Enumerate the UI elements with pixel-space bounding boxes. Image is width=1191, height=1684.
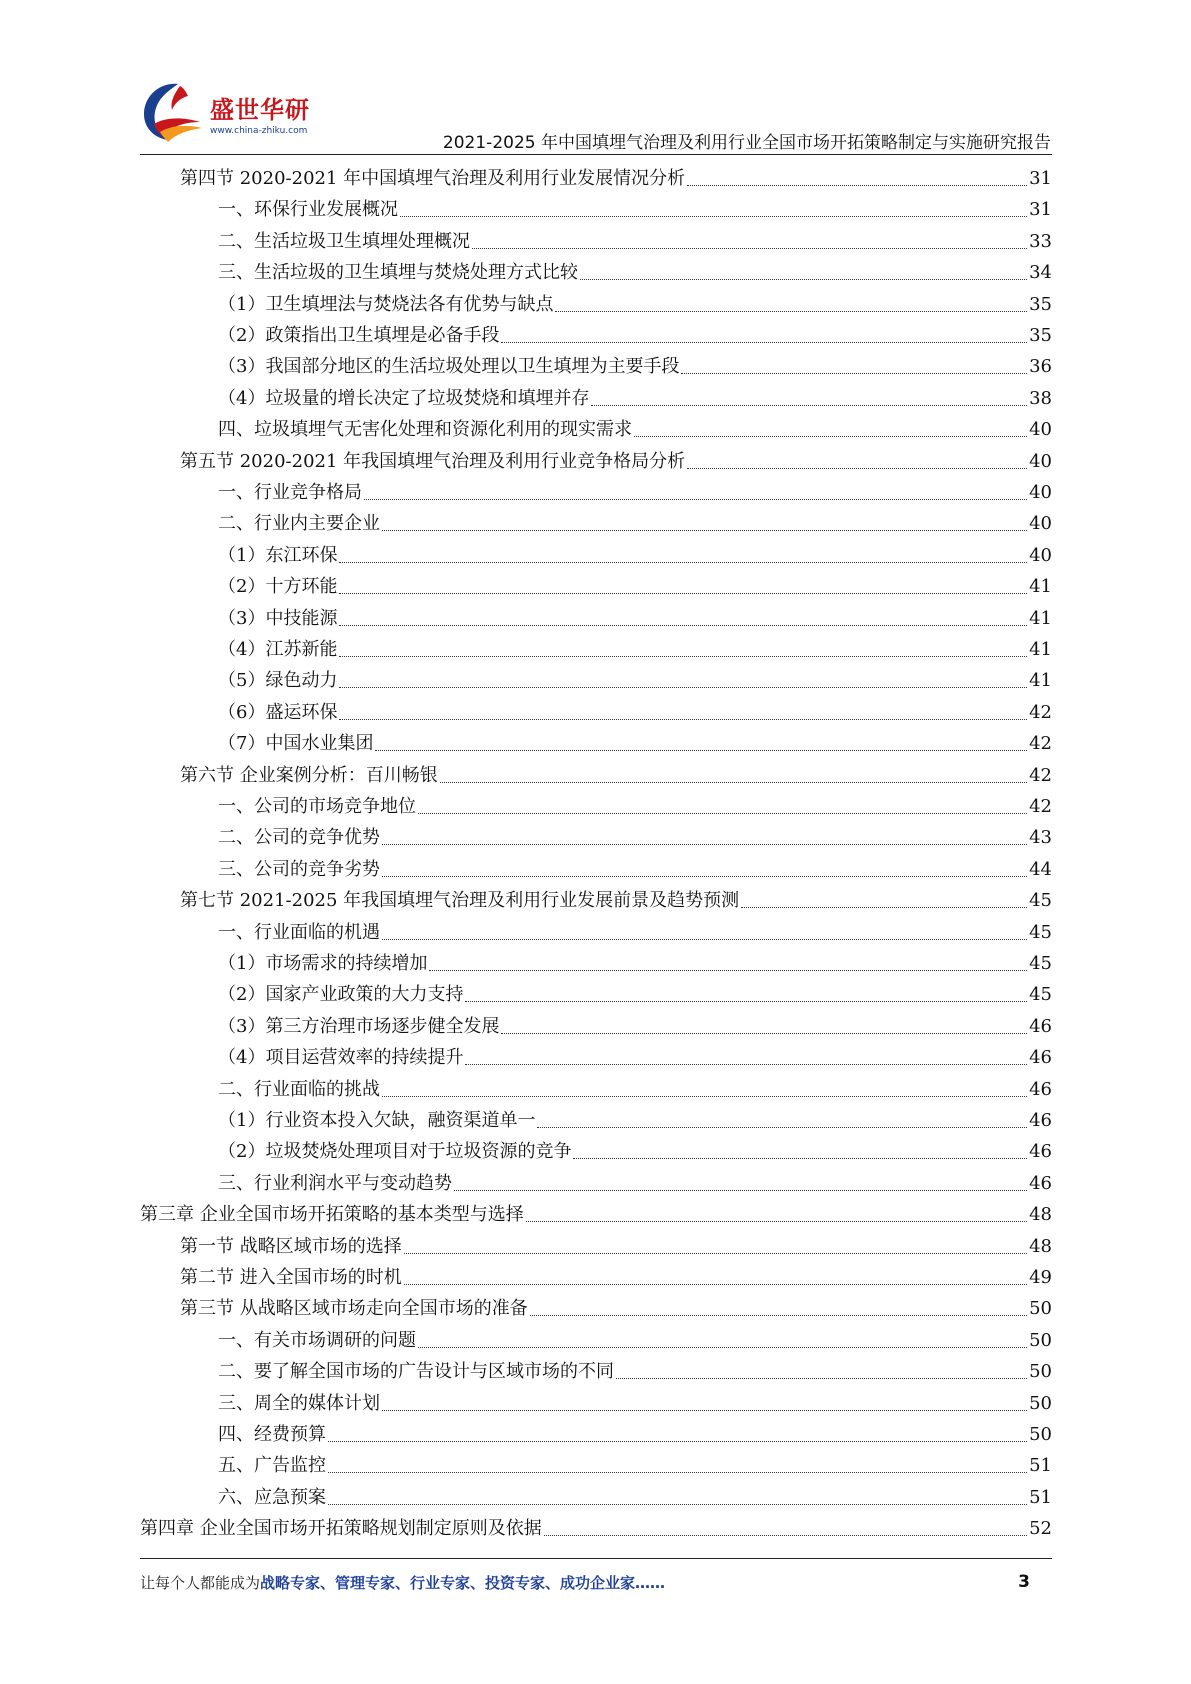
toc-dot-leader [501,341,1027,343]
toc-entry[interactable] [218,631,1052,662]
toc-entry-page: 50 [1029,1361,1052,1382]
toc-entry-page: 45 [1029,984,1052,1005]
toc-dot-leader [634,435,1027,437]
toc-entry[interactable] [218,1008,1052,1039]
toc-entry-title: （4）垃圾量的增长决定了垃圾焚烧和填埋并存 [218,388,590,409]
toc-dot-leader [616,1377,1027,1379]
toc-entry-page: 40 [1029,451,1052,472]
toc-entry-page: 40 [1029,513,1052,534]
toc-entry-page: 51 [1029,1487,1052,1508]
toc-dot-leader [591,404,1027,406]
footer-slogan-emphasis: 战略专家、管理专家、行业专家、投资专家、成功企业家…… [260,1574,666,1592]
toc-entry-title: （3）第三方治理市场逐步健全发展 [218,1016,500,1037]
toc-entry-title: 二、行业内主要企业 [218,513,380,534]
toc-entry-page: 49 [1029,1267,1052,1288]
toc-dot-leader [382,529,1027,531]
toc-entry-title: （4）江苏新能 [218,639,338,660]
toc-entry-page: 46 [1029,1173,1052,1194]
toc-dot-leader [526,1220,1027,1222]
toc-entry-title: （1）东江环保 [218,545,338,566]
toc-entry-title: 四、垃圾填埋气无害化处理和资源化利用的现实需求 [218,419,632,440]
toc-dot-leader [418,1346,1027,1348]
toc-entry-title: 第五节 2020-2021 年我国填埋气治理及利用行业竞争格局分析 [180,451,686,472]
toc-dot-leader [339,561,1027,563]
toc-dot-leader [364,498,1027,500]
toc-entry-title: （2）政策指出卫生填埋是必备手段 [218,325,500,346]
toc-entry-title: 一、行业面临的机遇 [218,922,380,943]
toc-entry[interactable] [218,851,1052,882]
toc-dot-leader [544,1534,1027,1536]
toc-entry-title: 四、经费预算 [218,1424,326,1445]
toc-entry-title: 二、要了解全国市场的广告设计与区域市场的不同 [218,1361,614,1382]
toc-entry-page: 46 [1029,1047,1052,1068]
toc-entry-page: 46 [1029,1079,1052,1100]
toc-entry[interactable] [180,757,1052,788]
header-divider [140,154,1052,155]
toc-entry-page: 46 [1029,1110,1052,1131]
toc-entry-title: 第三章 企业全国市场开拓策略的基本类型与选择 [140,1204,524,1225]
toc-dot-leader [400,215,1027,217]
toc-entry-title: 二、行业面临的挑战 [218,1079,380,1100]
toc-dot-leader [454,1189,1027,1191]
toc-entry[interactable] [218,1416,1052,1447]
toc-dot-leader [465,1063,1027,1065]
toc-entry-title: 一、有关市场调研的问题 [218,1330,416,1351]
toc-entry-page: 45 [1029,922,1052,943]
footer-slogan-prefix: 让每个人都能成为 [140,1574,261,1592]
toc-entry-page: 43 [1029,827,1052,848]
toc-dot-leader [328,1471,1027,1473]
toc-entry-page: 50 [1029,1424,1052,1445]
toc-entry[interactable] [218,380,1052,411]
toc-entry[interactable] [218,317,1052,348]
toc-entry-title: 二、公司的竞争优势 [218,827,380,848]
toc-entry-title: 三、生活垃圾的卫生填埋与焚烧处理方式比较 [218,262,578,283]
toc-dot-leader [404,1252,1027,1254]
toc-dot-leader [418,812,1027,814]
toc-entry-page: 51 [1029,1455,1052,1476]
toc-entry-title: 第七节 2021-2025 年我国填埋气治理及利用行业发展前景及趋势预测 [180,890,740,911]
toc-entry[interactable] [218,568,1052,599]
toc-entry-title: （2）垃圾焚烧处理项目对于垃圾资源的竞争 [218,1141,572,1162]
toc-dot-leader [339,686,1027,688]
toc-entry-title: 第二节 进入全国市场的时机 [180,1267,402,1288]
toc-entry[interactable] [218,223,1052,254]
toc-entry-title: 第四节 2020-2021 年中国填埋气治理及利用行业发展情况分析 [180,168,686,189]
toc-entry[interactable] [218,254,1052,285]
logo-name: 盛世华研 [210,96,310,124]
toc-entry[interactable] [218,537,1052,568]
toc-entry-page: 41 [1029,670,1052,691]
toc-dot-leader [339,718,1027,720]
toc-entry-page: 50 [1029,1298,1052,1319]
toc-entry-title: （6）盛运环保 [218,702,338,723]
toc-entry-title: 一、公司的市场竞争地位 [218,796,416,817]
toc-dot-leader [429,969,1027,971]
toc-entry-title: 第三节 从战略区域市场走向全国市场的准备 [180,1298,528,1319]
toc-entry[interactable] [218,1071,1052,1102]
toc-entry[interactable] [218,819,1052,850]
toc-entry-page: 42 [1029,733,1052,754]
toc-entry-page: 40 [1029,419,1052,440]
toc-entry[interactable] [180,1228,1052,1259]
toc-entry-title: 六、应急预案 [218,1487,326,1508]
toc-entry[interactable] [180,443,1052,474]
toc-entry[interactable] [218,1353,1052,1384]
toc-entry-page: 42 [1029,765,1052,786]
toc-dot-leader [339,592,1027,594]
toc-entry[interactable] [218,694,1052,725]
toc-entry-title: 五、广告监控 [218,1455,326,1476]
toc-entry[interactable] [218,1165,1052,1196]
toc-entry-page: 31 [1029,168,1052,189]
toc-entry-page: 50 [1029,1330,1052,1351]
toc-entry[interactable] [180,1259,1052,1290]
toc-entry-page: 50 [1029,1393,1052,1414]
toc-entry-title: （3）我国部分地区的生活垃圾处理以卫生填埋为主要手段 [218,356,680,377]
toc-dot-leader [328,1503,1027,1505]
toc-entry-page: 31 [1029,199,1052,220]
toc-entry-page: 35 [1029,325,1052,346]
toc-entry-page: 42 [1029,702,1052,723]
toc-entry-title: （3）中技能源 [218,608,338,629]
toc-entry-page: 46 [1029,1016,1052,1037]
toc-entry-page: 40 [1029,545,1052,566]
toc-dot-leader [382,843,1027,845]
toc-dot-leader [375,749,1027,751]
toc-entry-page: 40 [1029,482,1052,503]
toc-entry[interactable] [218,1102,1052,1133]
footer-divider [140,1558,1052,1559]
toc-entry-page: 42 [1029,796,1052,817]
toc-dot-leader [681,372,1027,374]
toc-entry-title: （1）卫生填埋法与焚烧法各有优势与缺点 [218,294,554,315]
toc-entry[interactable] [218,505,1052,536]
toc-entry-page: 52 [1029,1518,1052,1539]
toc-entry[interactable] [218,662,1052,693]
toc-entry[interactable] [218,1133,1052,1164]
toc-entry-page: 46 [1029,1141,1052,1162]
toc-dot-leader [472,247,1027,249]
toc-entry-page: 34 [1029,262,1052,283]
toc-dot-leader [339,624,1027,626]
toc-entry-title: （2）十方环能 [218,576,338,597]
toc-dot-leader [382,1095,1027,1097]
toc-entry[interactable] [218,1447,1052,1478]
toc-dot-leader [440,781,1027,783]
toc-entry-title: 一、环保行业发展概况 [218,199,398,220]
toc-dot-leader [687,184,1027,186]
toc-dot-leader [339,655,1027,657]
toc-dot-leader [580,278,1027,280]
toc-dot-leader [382,938,1027,940]
company-logo [140,80,340,146]
toc-entry-page: 45 [1029,953,1052,974]
toc-dot-leader [328,1440,1027,1442]
toc-entry-title: （5）绿色动力 [218,670,338,691]
toc-entry-title: 三、周全的媒体计划 [218,1393,380,1414]
toc-dot-leader [530,1314,1027,1316]
page-header [0,0,1191,153]
report-title: 2021-2025 年中国填埋气治理及利用行业全国市场开拓策略制定与实施研究报告 [442,133,1051,153]
toc-entry[interactable] [218,725,1052,756]
logo-url: www.china-zhiku.com [210,126,308,136]
toc-entry-title: 一、行业竞争格局 [218,482,362,503]
toc-dot-leader [741,906,1027,908]
toc-entry-page: 41 [1029,576,1052,597]
toc-entry[interactable] [180,882,1052,913]
toc-entry[interactable] [218,286,1052,317]
toc-entry-page: 38 [1029,388,1052,409]
toc-entry-title: （4）项目运营效率的持续提升 [218,1047,464,1068]
toc-entry[interactable] [140,1510,1052,1541]
toc-dot-leader [537,1126,1027,1128]
toc-entry-title: （1）市场需求的持续增加 [218,953,428,974]
toc-entry-title: 第四章 企业全国市场开拓策略规划制定原则及依据 [140,1518,542,1539]
toc-entry-page: 48 [1029,1204,1052,1225]
toc-entry-page: 35 [1029,294,1052,315]
toc-entry[interactable] [218,600,1052,631]
toc-entry-page: 44 [1029,859,1052,880]
toc-dot-leader [404,1283,1027,1285]
toc-dot-leader [382,875,1027,877]
toc-entry-page: 36 [1029,356,1052,377]
toc-entry[interactable] [180,1290,1052,1321]
toc-entry[interactable] [218,914,1052,945]
toc-entry[interactable] [218,1039,1052,1070]
toc-entry[interactable] [218,945,1052,976]
toc-entry[interactable] [180,160,1052,191]
toc-entry[interactable] [218,1385,1052,1416]
toc-entry-page: 45 [1029,890,1052,911]
toc-entry-page: 41 [1029,639,1052,660]
toc-entry-title: 第一节 战略区域市场的选择 [180,1236,402,1257]
toc-entry[interactable] [218,474,1052,505]
toc-entry[interactable] [218,1479,1052,1510]
toc-entry-title: （2）国家产业政策的大力支持 [218,984,464,1005]
toc-entry-page: 48 [1029,1236,1052,1257]
toc-entry-title: （1）行业资本投入欠缺，融资渠道单一 [218,1110,536,1131]
toc-dot-leader [555,310,1027,312]
toc-dot-leader [573,1157,1027,1159]
toc-entry[interactable] [218,788,1052,819]
toc-entry-title: 二、生活垃圾卫生填埋处理概况 [218,231,470,252]
logo-mark-icon [140,80,210,146]
toc-entry[interactable] [218,411,1052,442]
toc-dot-leader [687,467,1027,469]
toc-entry[interactable] [140,1196,1052,1227]
toc-entry-title: 三、公司的竞争劣势 [218,859,380,880]
toc-dot-leader [382,1409,1027,1411]
toc-entry[interactable] [218,348,1052,379]
toc-entry-title: 三、行业利润水平与变动趋势 [218,1173,452,1194]
toc-entry-title: （7）中国水业集团 [218,733,374,754]
page-footer [140,1572,1052,1600]
toc-entry-title: 第六节 企业案例分析：百川畅银 [180,765,438,786]
toc-entry[interactable] [218,1322,1052,1353]
toc-entry[interactable] [218,976,1052,1007]
toc-entry-page: 41 [1029,608,1052,629]
toc-dot-leader [501,1032,1027,1034]
toc-entry-page: 33 [1029,231,1052,252]
toc-dot-leader [465,1000,1027,1002]
page-number: 3 [1018,1572,1030,1592]
toc-entry[interactable] [218,191,1052,222]
